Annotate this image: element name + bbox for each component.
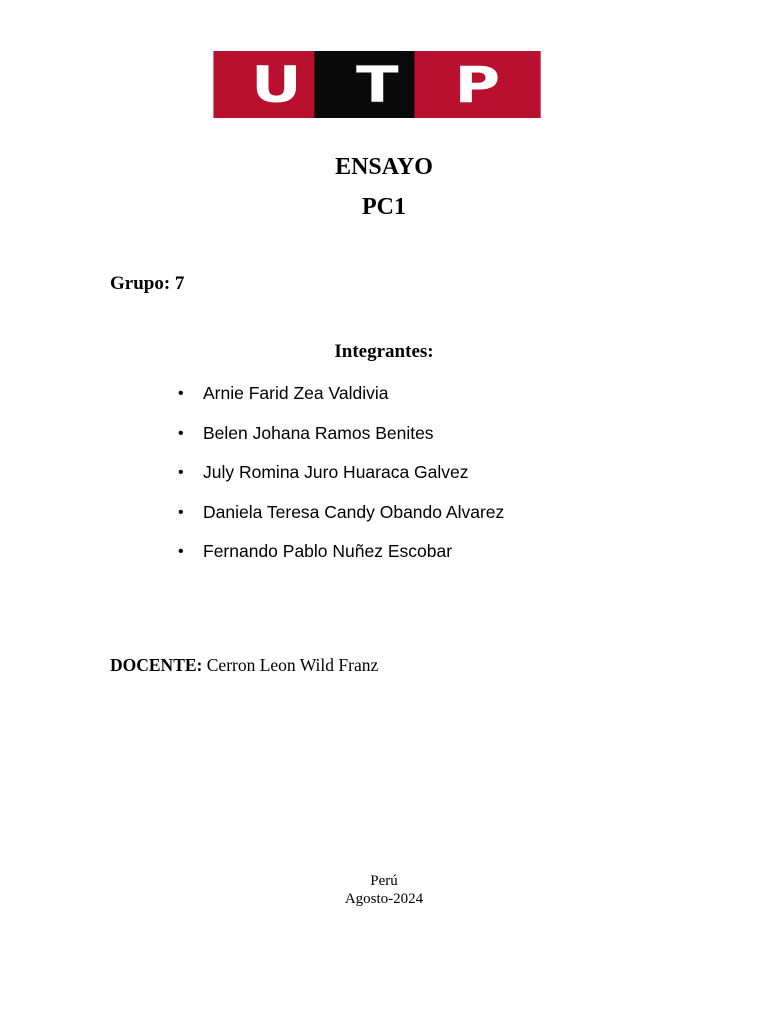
bullet-icon: • (178, 464, 184, 481)
group-number: Grupo: 7 (110, 273, 185, 294)
member-name: Arnie Farid Zea Valdivia (203, 383, 389, 403)
member-name: Fernando Pablo Nuñez Escobar (203, 541, 453, 561)
teacher-line (110, 655, 378, 676)
logo-letter-p: P (415, 51, 541, 118)
bullet-icon: • (178, 543, 184, 560)
footer-date: Agosto-2024 (344, 891, 424, 907)
bullet-icon: • (178, 385, 184, 402)
member-name: Belen Johana Ramos Benites (203, 422, 434, 443)
utp-logo (226, 51, 528, 118)
teacher-name: Cerron Leon Wild Franz (202, 655, 379, 675)
teacher-label: DOCENTE: (110, 655, 203, 675)
bullet-icon: • (178, 424, 184, 442)
bullet-icon: • (178, 503, 184, 521)
list-item (178, 383, 504, 423)
logo-letter-u: U (213, 51, 339, 118)
member-name: Daniela Teresa Candy Obando Alvarez (203, 501, 505, 522)
document-title: ENSAYO (335, 154, 433, 180)
list-item (178, 462, 504, 502)
logo-letter-t: T (314, 51, 440, 118)
footer-country: Perú (370, 873, 398, 889)
list-item (178, 541, 504, 581)
member-name: July Romina Juro Huaraca Galvez (203, 462, 469, 482)
members-list (178, 383, 504, 581)
document-subtitle: PC1 (362, 194, 406, 220)
members-heading: Integrantes: (334, 341, 434, 362)
list-item (178, 423, 504, 463)
list-item (178, 502, 504, 542)
